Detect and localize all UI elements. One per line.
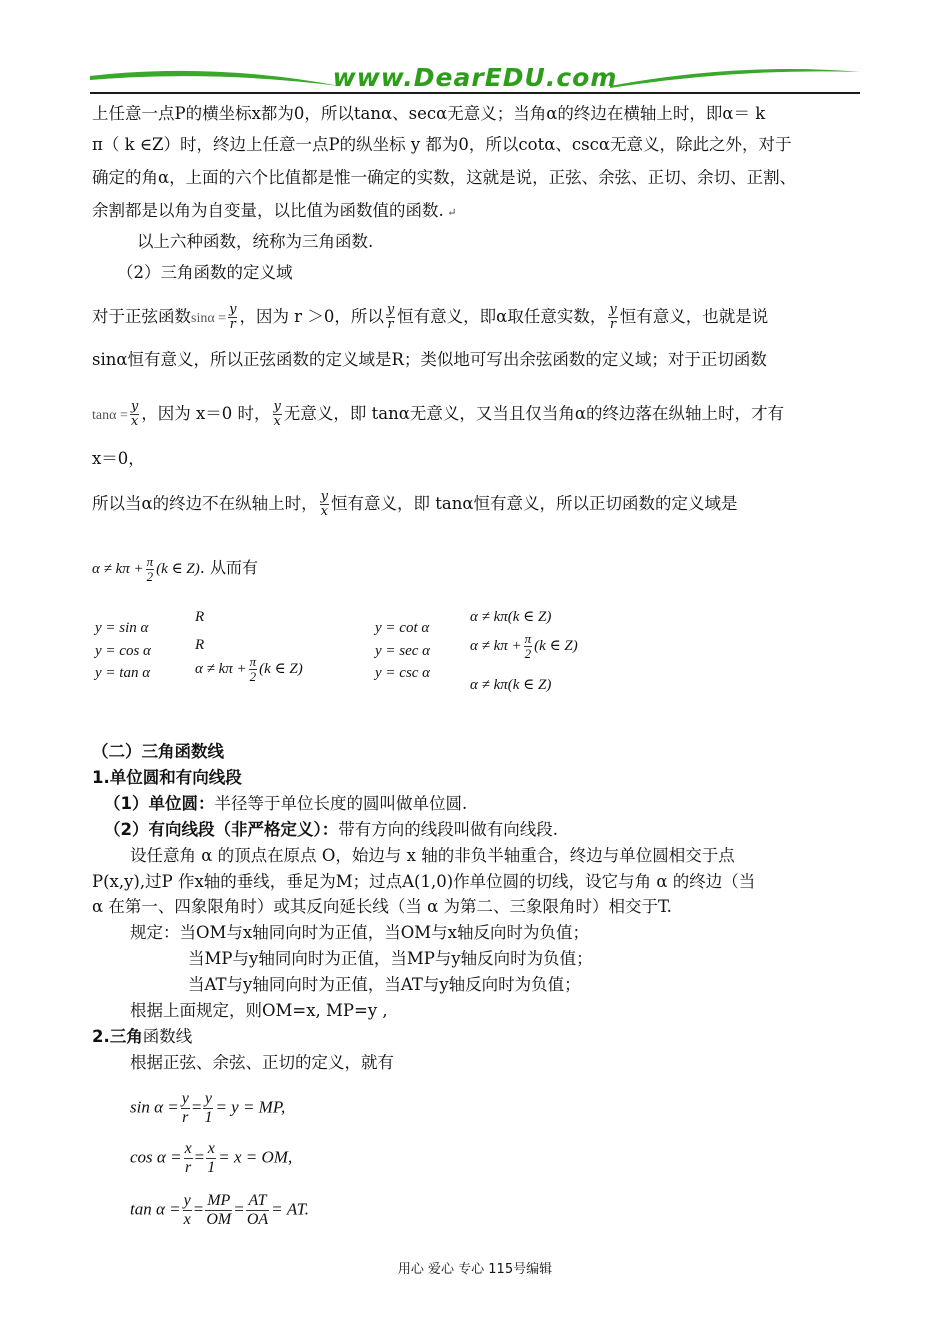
text-line: 当MP与y轴同向时为正值，当MP与y轴反向时为负值； bbox=[188, 949, 593, 968]
text-line: （1）单位圆：半径等于单位长度的圆叫做单位圆. bbox=[104, 794, 468, 813]
text-line: α 在第一、四象限角时）或其反向延长线（当 α 为第二、三象限角时）相交于T. bbox=[92, 897, 672, 916]
table-func: y = sin α bbox=[95, 620, 149, 636]
table-domain: R bbox=[195, 637, 205, 653]
text-line: 所以当α的终边不在纵轴上时， $\frac{y}{x}$ 恒有意义，即 tanα恒有意义，所以正切函数的定义域是 bbox=[92, 489, 738, 519]
table-func: y = cos α bbox=[95, 643, 151, 659]
text-line: P(x,y),过P 作x轴的垂线，垂足为M；过点A(1,0)作单位圆的切线，设它与角 α 的终边（当 bbox=[92, 872, 756, 891]
text-line: tanα = $\frac{y}{x}$ ，因为 x＝0 时， $\frac{y}{x}$ 无意义，即 tanα无意义，又当且仅当角α的终边落在纵轴上时，才有 bbox=[92, 399, 784, 429]
text-line: 余割都是以角为自变量，以比值为函数值的函数. ↵ bbox=[92, 201, 457, 220]
text-line: π（ k ∈Z）时，终边上任意一点P的纵坐标 y 都为0，所以cotα、cscα无意义，除此之外，对于 bbox=[92, 135, 792, 154]
table-func: y = cot α bbox=[375, 620, 430, 636]
fraction-pi-over-2: $\frac{\pi}{2}$ bbox=[146, 554, 154, 584]
text-line: 以上六种函数，统称为三角函数. bbox=[137, 232, 374, 251]
formula-cos: cos α = $\frac{x}{r}$ = $\frac{x}{1}$ = x = OM, bbox=[130, 1140, 293, 1176]
subheading: （2）三角函数的定义域 bbox=[117, 263, 293, 282]
text-line: 上任意一点P的横坐标x都为0，所以tanα、secα无意义；当角α的终边在横轴上时，即α＝ k bbox=[92, 104, 766, 123]
page-header bbox=[90, 60, 860, 100]
table-domain: R bbox=[195, 609, 205, 625]
table-domain: α ≠ kπ(k ∈ Z) bbox=[470, 677, 552, 693]
fraction-y-over-x: $\frac{y}{x}$ bbox=[130, 399, 139, 429]
fraction-pi-over-2: $\frac{\pi}{2}$ bbox=[249, 654, 257, 684]
text-line: 当AT与y轴同向时为正值，当AT与y轴反向时为负值； bbox=[188, 975, 581, 994]
table-domain: α ≠ kπ(k ∈ Z) bbox=[470, 609, 552, 625]
text-line: 设任意角 α 的顶点在原点 O，始边与 x 轴的非负半轴重合，终边与单位圆相交于点 bbox=[130, 846, 735, 865]
text-line: 确定的角α，上面的六个比值都是惟一确定的实数，这就是说，正弦、余弦、正切、余切、正割、 bbox=[92, 168, 797, 187]
table-func: y = csc α bbox=[375, 665, 431, 681]
table-domain: α ≠ kπ + $\frac{\pi}{2}$ (k ∈ Z) bbox=[470, 631, 578, 661]
header-rule bbox=[90, 92, 860, 94]
text-line: 规定：当OM与x轴同向时为正值，当OM与x轴反向时为负值； bbox=[130, 923, 589, 942]
section-heading: 1.单位圆和有向线段 bbox=[92, 768, 242, 787]
text-line: x＝0， bbox=[92, 449, 145, 468]
text-line: 对于正弦函数sinα = $\frac{y}{r}$ ，因为 r ＞0，所以 $\frac{y}{r}$ 恒有意义，即α取任意实数， $\frac{y}{r}$ 恒有意义，也就是说 bbox=[92, 302, 769, 332]
page-footer: 用心 爱心 专心 115号编辑 bbox=[397, 1262, 553, 1277]
fraction-y-over-r: $\frac{y}{r}$ bbox=[229, 302, 237, 332]
table-func: y = sec α bbox=[375, 643, 431, 659]
fraction-y-over-r: $\frac{y}{r}$ bbox=[609, 302, 617, 332]
fraction-y-over-r: $\frac{y}{r}$ bbox=[386, 302, 395, 332]
table-func: y = tan α bbox=[95, 665, 151, 681]
site-logo: www.DearEDU.com bbox=[332, 63, 618, 92]
text-line: sinα恒有意义，所以正弦函数的定义域是R；类似地可写出余弦函数的定义域；对于正切函数 bbox=[92, 350, 767, 369]
table-domain: α ≠ kπ + $\frac{\pi}{2}$ (k ∈ Z) bbox=[195, 654, 303, 684]
fraction-y-over-x: $\frac{y}{x}$ bbox=[273, 399, 281, 429]
fraction-y-over-x: $\frac{y}{x}$ bbox=[320, 489, 329, 519]
domain-expression: α ≠ kπ + $\frac{\pi}{2}$ (k ∈ Z). 从而有 bbox=[92, 554, 258, 584]
section-heading: 2.三角函数线 bbox=[92, 1027, 193, 1046]
text-line: （2）有向线段（非严格定义）：带有方向的线段叫做有向线段. bbox=[104, 820, 558, 839]
fraction-pi-over-2: $\frac{\pi}{2}$ bbox=[524, 631, 532, 661]
text-line: 根据上面规定，则OM=x, MP=y , bbox=[130, 1001, 388, 1020]
formula-tan: tan α = $\frac{y}{x}$ = $\frac{MP}{OM}$ = $\frac{AT}{OA}$ = AT. bbox=[130, 1192, 310, 1228]
section-title: （二）三角函数线 bbox=[92, 742, 224, 761]
formula-sin: sin α = $\frac{y}{r}$ = $\frac{y}{1}$ = y = MP, bbox=[130, 1090, 286, 1126]
text-line: 根据正弦、余弦、正切的定义，就有 bbox=[130, 1053, 394, 1072]
